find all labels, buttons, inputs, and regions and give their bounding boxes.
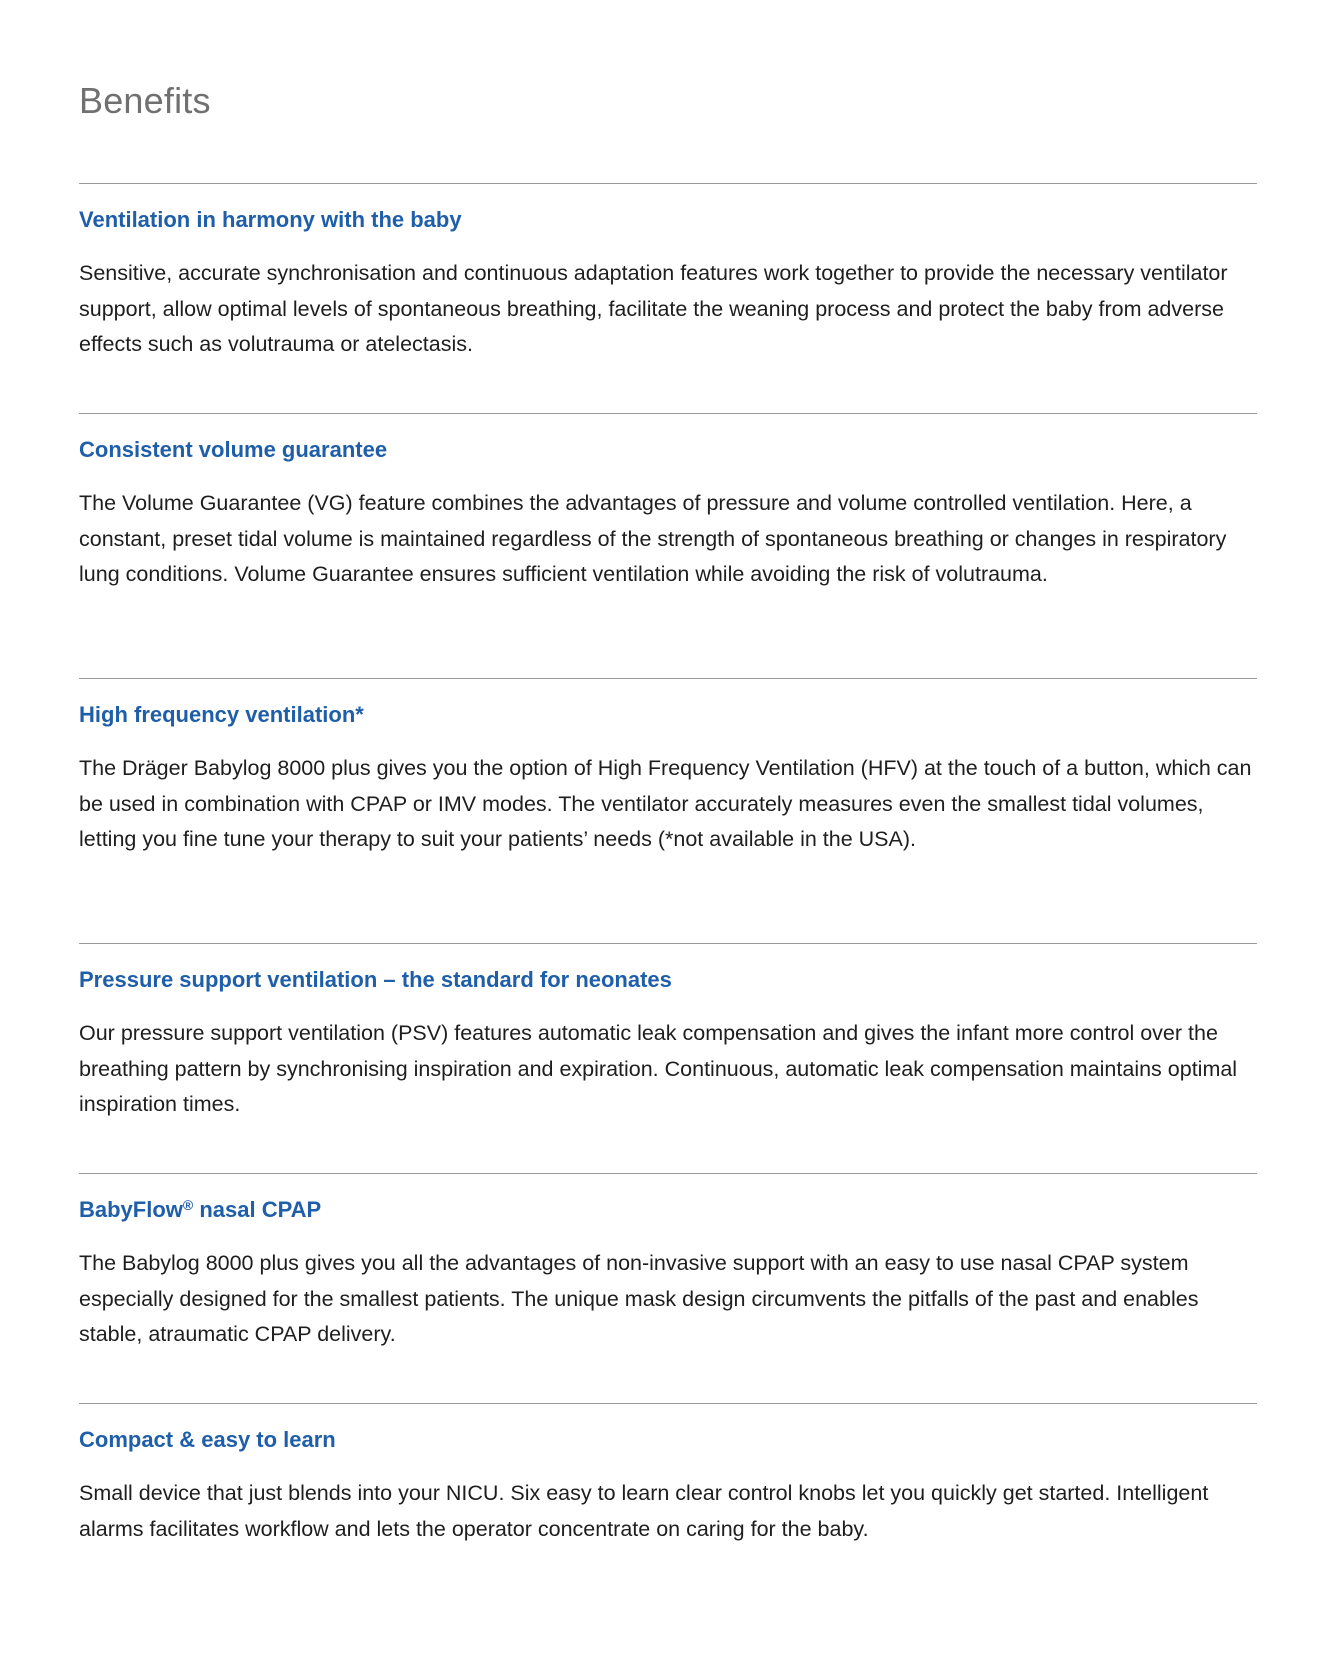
section-heading <box>79 1196 1257 1224</box>
section-divider <box>79 1403 1257 1404</box>
section-body: The Volume Guarantee (VG) feature combines the advantages of pressure and volume controlled ventilation. Here, a constant, preset tidal volume is maintained regardless of the strength of spontaneous breathing or changes in respiratory lung conditions. Volume Guarantee ensures sufficient ventilation while avoiding the risk of volutrauma. <box>79 491 1227 586</box>
section-body: Sensitive, accurate synchronisation and continuous adaptation features work together to provide the necessary ventilator support, allow optimal levels of spontaneous breathing, facilitate the weaning process and protect the baby from adverse effects such as volutrauma or atelectasis. <box>79 261 1228 356</box>
heading-suffix: nasal CPAP <box>193 1197 322 1222</box>
section-divider <box>79 183 1257 184</box>
benefit-section-pressure-support <box>79 943 1257 1123</box>
section-body: The Babylog 8000 plus gives you all the advantages of non-invasive support with an easy to use nasal CPAP system especially designed for the smallest patients. The unique mask design circumvents the pitfalls of the past and enables stable, atraumatic CPAP delivery. <box>79 1251 1199 1346</box>
section-body: Our pressure support ventilation (PSV) features automatic leak compensation and gives the infant more control over the breathing pattern by synchronising inspiration and expiration. Continuous, automatic leak compensation maintains optimal inspiration times. <box>79 1021 1238 1116</box>
benefit-section-volume-guarantee <box>79 413 1257 593</box>
section-divider <box>79 943 1257 944</box>
section-body: The Dräger Babylog 8000 plus gives you the option of High Frequency Ventilation (HFV) at the touch of a button, which can be used in combination with CPAP or IMV modes. The ventilator accurately measures even the smallest tidal volumes, letting you fine tune your therapy to suit your patients’ needs (*not available in the USA). <box>79 756 1252 851</box>
registered-mark: ® <box>182 1197 194 1213</box>
heading-brand: BabyFlow <box>79 1197 183 1222</box>
section-divider <box>79 413 1257 414</box>
section-divider <box>79 678 1257 679</box>
section-heading: Pressure support ventilation – the standard for neonates <box>79 967 672 992</box>
section-divider <box>79 1173 1257 1174</box>
section-heading: Consistent volume guarantee <box>79 437 388 462</box>
benefit-section-babyflow <box>79 1173 1257 1353</box>
benefit-section-high-frequency <box>79 678 1257 858</box>
benefit-section-compact <box>79 1403 1257 1547</box>
section-heading: High frequency ventilation* <box>79 702 364 727</box>
section-body: Small device that just blends into your NICU. Six easy to learn clear control knobs let you quickly get started. Intelligent alarms facilitates workflow and lets the operator concentrate on caring for the baby. <box>79 1481 1209 1541</box>
benefit-section-ventilation-harmony <box>79 183 1257 363</box>
section-heading: Compact & easy to learn <box>79 1427 336 1452</box>
page-title: Benefits <box>79 80 211 121</box>
section-heading: Ventilation in harmony with the baby <box>79 207 462 232</box>
